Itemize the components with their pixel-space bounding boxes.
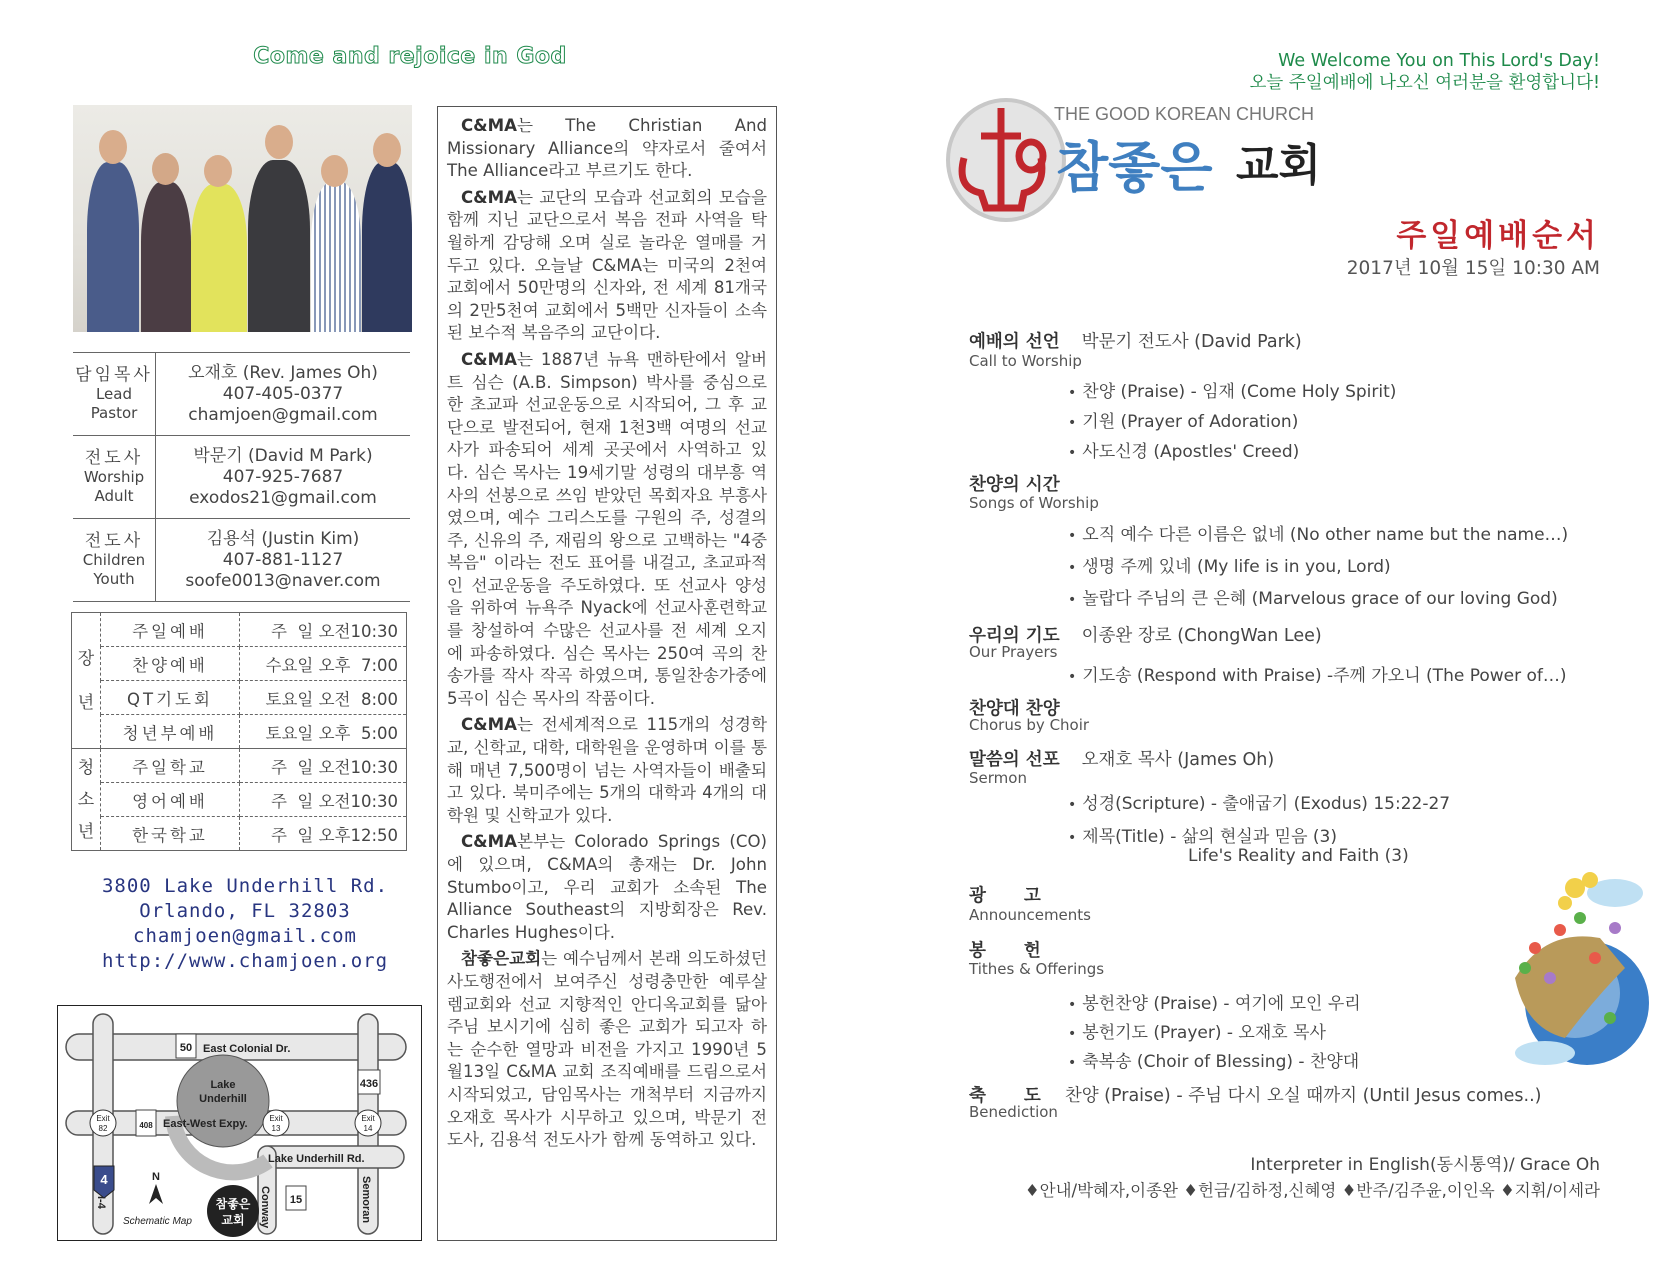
schedule-row xyxy=(72,817,407,851)
order-item: • 기원 (Prayer of Adoration) xyxy=(1068,407,1298,432)
paragraph-lead: C&MA xyxy=(461,187,518,207)
service-name: 한국학교 xyxy=(101,817,240,851)
north-arrow-icon xyxy=(149,1184,163,1204)
bulletin-title: 주일예배순서 xyxy=(1396,218,1600,254)
address-website[interactable]: http://www.chamjoen.org xyxy=(101,950,389,972)
article-paragraph xyxy=(447,187,767,345)
welcome-message xyxy=(1250,50,1600,94)
section-title: 축도 xyxy=(969,1086,1079,1106)
section-offering: 봉헌 xyxy=(969,941,1079,961)
section-title: 예배의 선언 xyxy=(969,332,1060,352)
section-choir: 찬양대 찬양 xyxy=(969,699,1060,719)
map-road-label: Conway xyxy=(259,1186,271,1229)
article-paragraph xyxy=(447,714,767,827)
staff-name: 김용석 (Justin Kim) xyxy=(206,528,360,549)
order-item: • 사도신경 (Apostles' Creed) xyxy=(1068,437,1299,462)
service-schedule xyxy=(71,612,407,851)
article-paragraph xyxy=(447,349,767,711)
staff-phone: 407-881-1127 xyxy=(222,549,344,570)
section-title: 말씀의 선포 xyxy=(969,750,1060,770)
staff-phone: 407-925-7687 xyxy=(222,466,344,487)
group-label xyxy=(72,613,101,749)
article-paragraph xyxy=(447,831,767,944)
address-city: Orlando, FL 32803 xyxy=(139,900,351,922)
schedule-row xyxy=(72,681,407,715)
schematic-map xyxy=(57,1005,422,1241)
church-marker: 참좋은 xyxy=(215,1197,251,1211)
staff-email: chamjoen@gmail.com xyxy=(188,404,378,425)
paragraph-text: 는 교단의 모습과 선교회의 모습을 함께 지닌 교단으로서 복음 전파 사역을 탁월하게 감당해 오며 실로 놀라운 열매를 거두고 있다. 오늘날 C&MA는 미국의 2천여 교회에서 50만명의 신자와, 전 세계 81개국의 2만5천여 교회에서 5백만 신자들이 소속된 보수적 복음주의 교단이다. xyxy=(447,187,767,343)
paragraph-lead: C&MA xyxy=(461,832,518,852)
order-item: • 생명 주께 있네 (My life is in you, Lord) xyxy=(1068,552,1391,577)
staff-role-en: Youth xyxy=(93,569,135,588)
schedule-row xyxy=(72,749,407,783)
church-logo xyxy=(946,98,1406,223)
service-time: 주 일 오전10:30 xyxy=(240,749,407,783)
schedule-row xyxy=(72,715,407,749)
map-road-label: I-4 xyxy=(95,1196,107,1209)
cma-article xyxy=(437,106,777,1241)
order-item: • 놀랍다 주님의 큰 은혜 (Marvelous grace of our loving God) xyxy=(1068,584,1558,609)
service-name: QT기도회 xyxy=(101,681,240,715)
motto-heading: Come and rejoice in God xyxy=(253,44,567,69)
staff-role-en: Pastor xyxy=(90,403,138,422)
cross-globe-logo-icon xyxy=(946,98,1406,223)
section-songs: 찬양의 시간 xyxy=(969,475,1060,495)
service-time: 토요일 오후 5:00 xyxy=(240,715,407,749)
staff-email: exodos21@gmail.com xyxy=(189,487,377,508)
logo-korean-black: 교회 xyxy=(1236,140,1322,191)
order-item: • 봉헌찬양 (Praise) - 여기에 모인 우리 xyxy=(1068,989,1361,1014)
service-time: 주 일 오후12:50 xyxy=(240,817,407,851)
staff-row xyxy=(73,353,410,436)
section-subtitle: Announcements xyxy=(969,906,1091,924)
paragraph-lead: C&MA xyxy=(461,349,518,369)
service-name: 찬양예배 xyxy=(101,647,240,681)
address-email[interactable]: chamjoen@gmail.com xyxy=(133,925,357,947)
section-subtitle: Tithes & Offerings xyxy=(969,960,1105,978)
group-label-text: 청소년 xyxy=(77,757,95,842)
map-caption: Schematic Map xyxy=(123,1216,192,1227)
staff-role: 전도사 xyxy=(84,447,144,468)
service-name: 청년부예배 xyxy=(101,715,240,749)
route-15-shield: 15 xyxy=(289,1194,303,1206)
order-item: • 제목(Title) - 삶의 현실과 믿음 (3) xyxy=(1068,822,1337,847)
exit-82-number: 82 xyxy=(98,1124,108,1133)
staff-role-en: Worship xyxy=(83,467,145,486)
section-subtitle: Call to Worship xyxy=(969,352,1082,370)
paragraph-text: 는 전세계적으로 115개의 성경학교, 신학교, 대학, 대학원을 운영하며 이를 통해 매년 7,500명이 넘는 사역자들이 배출되고 있다. 북미주에는 5개의 대학과 4개의 대학원 및 신학교가 있다. xyxy=(447,715,767,825)
interpreter-note: Interpreter in English(동시통역)/ Grace Oh xyxy=(1250,1155,1600,1175)
order-item: • 기도송 (Respond with Praise) -주께 가오니 (The Power of…) xyxy=(1068,661,1567,686)
children-globe-illustration xyxy=(1505,868,1650,1073)
schedule-row xyxy=(72,647,407,681)
staff-role: 담임목사 xyxy=(75,364,153,385)
schedule-row xyxy=(72,783,407,817)
logo-korean-blue: 참좋은 xyxy=(1056,136,1213,199)
section-sermon xyxy=(969,746,1274,771)
order-item: • 찬양 (Praise) - 임재 (Come Holy Spirit) xyxy=(1068,377,1396,402)
map-road-label: Lake Underhill Rd. xyxy=(268,1153,365,1165)
order-item: • 축복송 (Choir of Blessing) - 찬양대 xyxy=(1068,1047,1359,1072)
article-paragraph xyxy=(447,115,767,183)
address-street: 3800 Lake Underhill Rd. xyxy=(101,875,389,897)
service-date: 2017년 10월 15일 10:30 AM xyxy=(1346,258,1600,279)
section-call-to-worship xyxy=(969,328,1302,353)
service-name: 주일학교 xyxy=(101,749,240,783)
staff-phone: 407-405-0377 xyxy=(222,383,344,404)
map-road-label: Semoran xyxy=(360,1176,372,1224)
section-subtitle: Songs of Worship xyxy=(969,494,1099,512)
article-paragraph xyxy=(447,948,767,1151)
exit-13-number: 13 xyxy=(271,1124,281,1133)
section-subtitle: Benediction xyxy=(969,1103,1058,1121)
order-item: • 봉헌기도 (Prayer) - 오재호 목사 xyxy=(1068,1018,1326,1043)
order-item: • 오직 예수 다른 이름은 없네 (No other name but the name…) xyxy=(1068,520,1568,545)
map-road-label: East Colonial Dr. xyxy=(203,1043,291,1055)
map-lake-label: Lake xyxy=(210,1079,236,1091)
service-credits: ♦안내/박혜자,이종완 ♦헌금/김하정,신혜영 ♦반주/김주윤,이인옥 ♦지휘/이세라 xyxy=(1024,1181,1600,1200)
staff-role-en: Lead xyxy=(95,384,133,403)
paragraph-lead: C&MA xyxy=(461,715,518,735)
paragraph-text: 는 1887년 뉴욕 맨하탄에서 알버트 심슨 (A.B. Simpson) 박사를 중심으로 한 초교파 선교운동으로 시작되어, 그 후 교단으로 발전되어, 현재 1천3백 여명의 선교사가 파송되어 세계 곳곳에서 사역하고 있다. 심슨 목사는 19세기말 성령의 대부흥 역사의 선봉으로 쓰임 받았던 목회자요 부흥사였으며, 예수 그리스도를 구원의 주, 성결의 주, 신유의 주, 재림의 왕으로 고백하는 "4중 복음" 이라는 전도 표어를 내걸고, 초교파적인 선교운동을 주도하였다. 또 선교사 양성을 위하여 뉴욕주 Nyack에 선교사훈련학교를 창설하여 수많은 선교사를 전 세계 오지에 파송하였다. 심슨 목사는 250여 곡의 찬송가를 작사 작곡 하였으며, 통일찬송가중에 5곡이 심슨 목사의 작품이다. xyxy=(447,349,767,708)
group-label xyxy=(72,749,101,851)
welcome-en: We Welcome You on This Lord's Day! xyxy=(1278,51,1600,71)
staff-role-en: Children xyxy=(82,550,146,569)
section-subtitle: Our Prayers xyxy=(969,643,1058,661)
service-name: 주일예배 xyxy=(101,613,240,647)
exit-13-label: Exit xyxy=(269,1114,283,1123)
section-subtitle: Sermon xyxy=(969,769,1027,787)
north-label: N xyxy=(152,1171,160,1183)
route-436-shield: 436 xyxy=(359,1078,379,1090)
exit-82-label: Exit xyxy=(96,1114,110,1123)
paragraph-text: 는 The Christian And Missionary Alliance의 약자로서 줄여서 The Alliance라고 부르기도 한다. xyxy=(447,116,767,181)
route-408-shield: 408 xyxy=(139,1121,153,1130)
exit-14-label: Exit xyxy=(361,1114,375,1123)
staff-directory xyxy=(73,352,410,602)
sermon-title-en: Life's Reality and Faith (3) xyxy=(1188,846,1409,866)
staff-name: 오재호 (Rev. James Oh) xyxy=(188,362,378,383)
service-time: 토요일 오전 8:00 xyxy=(240,681,407,715)
staff-role: 전도사 xyxy=(84,530,144,551)
paragraph-text: 본부는 Colorado Springs (CO)에 있으며, C&MA의 총재는 Dr. John Stumbo이고, 우리 교회가 소속된 The Alliance Southeast의 지방회장은 Rev. Charles Hughes이다. xyxy=(447,832,767,942)
staff-email: soofe0013@naver.com xyxy=(185,570,381,591)
order-item: • 성경(Scripture) - 출애굽기 (Exodus) 15:22-27 xyxy=(1068,789,1450,814)
church-address xyxy=(60,874,430,974)
service-name: 영어예배 xyxy=(101,783,240,817)
staff-row xyxy=(73,519,410,602)
logo-english: THE GOOD KOREAN CHURCH xyxy=(1054,104,1315,124)
section-leader: 이종완 장로 (ChongWan Lee) xyxy=(1081,626,1322,646)
paragraph-lead: 참좋은교회 xyxy=(461,949,542,969)
welcome-ko: 오늘 주일예배에 나오신 여러분을 환영합니다! xyxy=(1249,73,1600,93)
section-announcements: 광고 xyxy=(969,886,1079,906)
group-label-text: 장년 xyxy=(77,648,95,713)
section-subtitle: Chorus by Choir xyxy=(969,716,1090,734)
paragraph-text: 는 예수님께서 본래 의도하셨던 사도행전에서 보여주신 성령충만한 예루살렘교회와 선교 지향적인 안디옥교회를 닮아 주님 보시기에 심히 좋은 교회가 되고자 하는 순수한 열망과 비전을 가지고 1990년 5월13일 C&MA 교회 조직예배를 드림으로서 시작되었고, 담임목사는 개척부터 지금까지 오재호 목사가 시무하고 있으며, 박문기 전도사, 김용석 전도사가 함께 동역하고 있다. xyxy=(447,949,767,1150)
map-lake-label: Underhill xyxy=(199,1093,247,1105)
interstate-4-shield: 4 xyxy=(100,1172,108,1187)
section-leader: 오재호 목사 (James Oh) xyxy=(1081,750,1275,770)
schedule-row xyxy=(72,613,407,647)
staff-row xyxy=(73,436,410,519)
section-leader: 찬양 (Praise) - 주님 다시 오실 때까지 (Until Jesus comes..) xyxy=(1064,1086,1542,1106)
service-time: 수요일 오후 7:00 xyxy=(240,647,407,681)
paragraph-lead: C&MA xyxy=(461,116,518,135)
section-leader: 박문기 전도사 (David Park) xyxy=(1081,332,1302,352)
pastoral-staff-photo xyxy=(73,105,412,332)
exit-14-number: 14 xyxy=(363,1124,373,1133)
staff-name: 박문기 (David M Park) xyxy=(193,445,373,466)
map-road-label: East-West Expy. xyxy=(163,1118,248,1130)
service-time: 주 일 오전10:30 xyxy=(240,613,407,647)
route-50-shield: 50 xyxy=(179,1042,193,1054)
service-time: 주 일 오전10:30 xyxy=(240,783,407,817)
staff-role-en: Adult xyxy=(94,486,134,505)
church-marker: 교회 xyxy=(221,1213,245,1227)
section-title: 우리의 기도 xyxy=(969,626,1060,646)
